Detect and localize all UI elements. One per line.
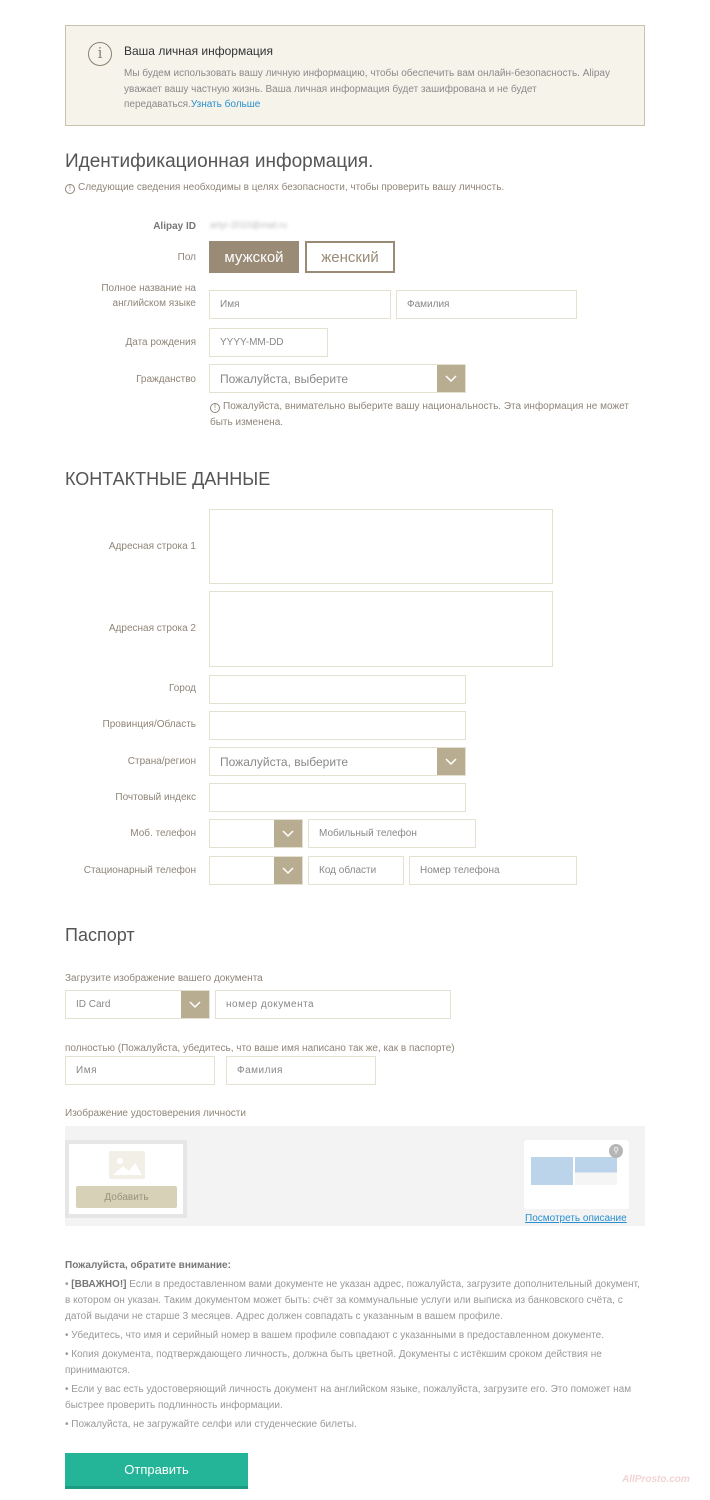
city-label: Город	[168, 683, 196, 694]
chevron-down-icon[interactable]	[437, 748, 465, 775]
alert-icon: !	[65, 184, 75, 194]
upload-doc-label: Загрузите изображение вашего документа	[65, 973, 263, 984]
first-name-input[interactable]: Имя	[209, 290, 391, 319]
mobile-phone-input[interactable]: Мобильный телефон	[308, 819, 476, 848]
address1-label: Адресная строка 1	[108, 541, 196, 552]
note-item: • Копия документа, подтверждающего личность, должна быть цветной. Документы с истёкшим сроком действия не принимаются.	[65, 1349, 602, 1376]
contact-section-title: КОНТАКТНЫЕ ДАННЫЕ	[65, 469, 271, 489]
watermark: AllProsto.com	[622, 1474, 690, 1485]
phone-number-input[interactable]: Номер телефона	[409, 856, 577, 885]
gender-female-button[interactable]: женский	[305, 241, 395, 273]
notice-title: Ваша личная информация	[124, 44, 273, 58]
postal-label: Почтовый индекс	[115, 792, 196, 803]
passport-section-title: Паспорт	[65, 925, 135, 945]
dob-label: Дата рождения	[125, 337, 196, 348]
magnifier-icon[interactable]: ⚲	[609, 1144, 623, 1158]
passport-fullname-label: полностью (Пожалуйста, убедитесь, что ваше имя написано так же, как в паспорте)	[65, 1043, 455, 1054]
id-image-label: Изображение удостоверения личности	[65, 1108, 246, 1119]
notice-text: Мы будем использовать вашу личную информацию, чтобы обеспечить вам онлайн-безопасность. Alipay уважает вашу частную жизнь. Ваша личная информация будет зашифрована и не будет передаваться.Узнать больше	[124, 68, 610, 110]
gender-label: Пол	[177, 252, 196, 263]
privacy-notice	[65, 25, 645, 126]
country-select[interactable]: Пожалуйста, выберите	[209, 747, 466, 776]
fullname-label: Полное название на английском языке	[101, 283, 196, 309]
mobile-country-code-select[interactable]	[209, 819, 303, 848]
chevron-down-icon[interactable]	[437, 365, 465, 392]
learn-more-link[interactable]: Узнать больше	[190, 99, 261, 110]
dob-input[interactable]: YYYY-MM-DD	[209, 328, 328, 357]
note-item: • Если у вас есть удостоверяющий личность документ на английском языке, пожалуйста, загрузите его. Это поможет нам быстрее проверить подлинность информации.	[65, 1384, 632, 1411]
identity-section-title: Идентификационная информация.	[65, 151, 374, 172]
note-item: • Убедитесь, что имя и серийный номер в вашем профиле совпадают с указанными в предоставленном документе.	[65, 1330, 605, 1341]
add-image-button[interactable]: Добавить	[76, 1186, 177, 1208]
country-label: Страна/регион	[127, 756, 196, 767]
sample-id-front	[531, 1157, 573, 1185]
mobile-label: Моб. телефон	[130, 828, 196, 839]
landline-label: Стационарный телефон	[83, 865, 196, 876]
note-item: • Пожалуйста, не загружайте селфи или студенческие билеты.	[65, 1419, 357, 1430]
upload-box[interactable]	[65, 1140, 187, 1218]
doc-type-select[interactable]: ID Card	[65, 990, 210, 1019]
notes-section	[65, 1258, 645, 1436]
city-input[interactable]	[209, 675, 466, 704]
id-image-upload-area	[65, 1126, 645, 1226]
citizenship-label: Гражданство	[136, 374, 196, 385]
alipay-id-value: artyr-2010@mail.ru	[210, 220, 288, 230]
address2-textarea[interactable]	[209, 591, 553, 667]
chevron-down-icon[interactable]	[181, 991, 209, 1018]
sample-id-thumbnail[interactable]	[524, 1140, 629, 1209]
passport-last-name-input[interactable]: Фамилия	[226, 1056, 376, 1085]
postal-input[interactable]	[209, 783, 466, 812]
address1-textarea[interactable]	[209, 509, 553, 584]
last-name-input[interactable]: Фамилия	[396, 290, 577, 319]
sample-id-back	[575, 1157, 617, 1185]
address2-label: Адресная строка 2	[108, 623, 196, 634]
alert-icon: !	[210, 403, 220, 413]
image-placeholder-icon	[109, 1151, 145, 1179]
chevron-down-icon[interactable]	[274, 820, 302, 847]
citizenship-select[interactable]: Пожалуйста, выберите	[209, 364, 466, 393]
passport-first-name-input[interactable]: Имя	[65, 1056, 215, 1085]
province-input[interactable]	[209, 711, 466, 740]
province-label: Провинция/Область	[102, 719, 196, 730]
view-sample-link[interactable]: Посмотреть описание	[525, 1213, 627, 1224]
doc-number-input[interactable]: номер документа	[215, 990, 451, 1019]
alipay-id-label: Alipay ID	[153, 221, 196, 232]
info-icon: i	[88, 42, 112, 66]
chevron-down-icon[interactable]	[274, 857, 302, 884]
notes-heading: Пожалуйста, обратите внимание:	[65, 1260, 231, 1271]
citizenship-hint: ! Пожалуйста, внимательно выберите вашу национальность. Эта информация не может быть изменена.	[210, 401, 629, 428]
landline-country-code-select[interactable]	[209, 856, 303, 885]
identity-hint: ! Следующие сведения необходимы в целях безопасности, чтобы проверить вашу личность.	[65, 182, 504, 194]
gender-male-button[interactable]: мужской	[209, 241, 299, 273]
area-code-input[interactable]: Код области	[308, 856, 404, 885]
note-item: • [ВВАЖНО!] Если в предоставленном вами документе не указан адрес, пожалуйста, загрузите дополнительный документ, в котором он указан. Таким документом может быть: счёт за коммунальные услуги или выписка из банковского счёта, с датой выдачи не старше 3 месяцев. Адрес должен совпадать с указанным в вашем профиле.	[65, 1279, 640, 1322]
submit-button[interactable]: Отправить	[65, 1453, 248, 1489]
